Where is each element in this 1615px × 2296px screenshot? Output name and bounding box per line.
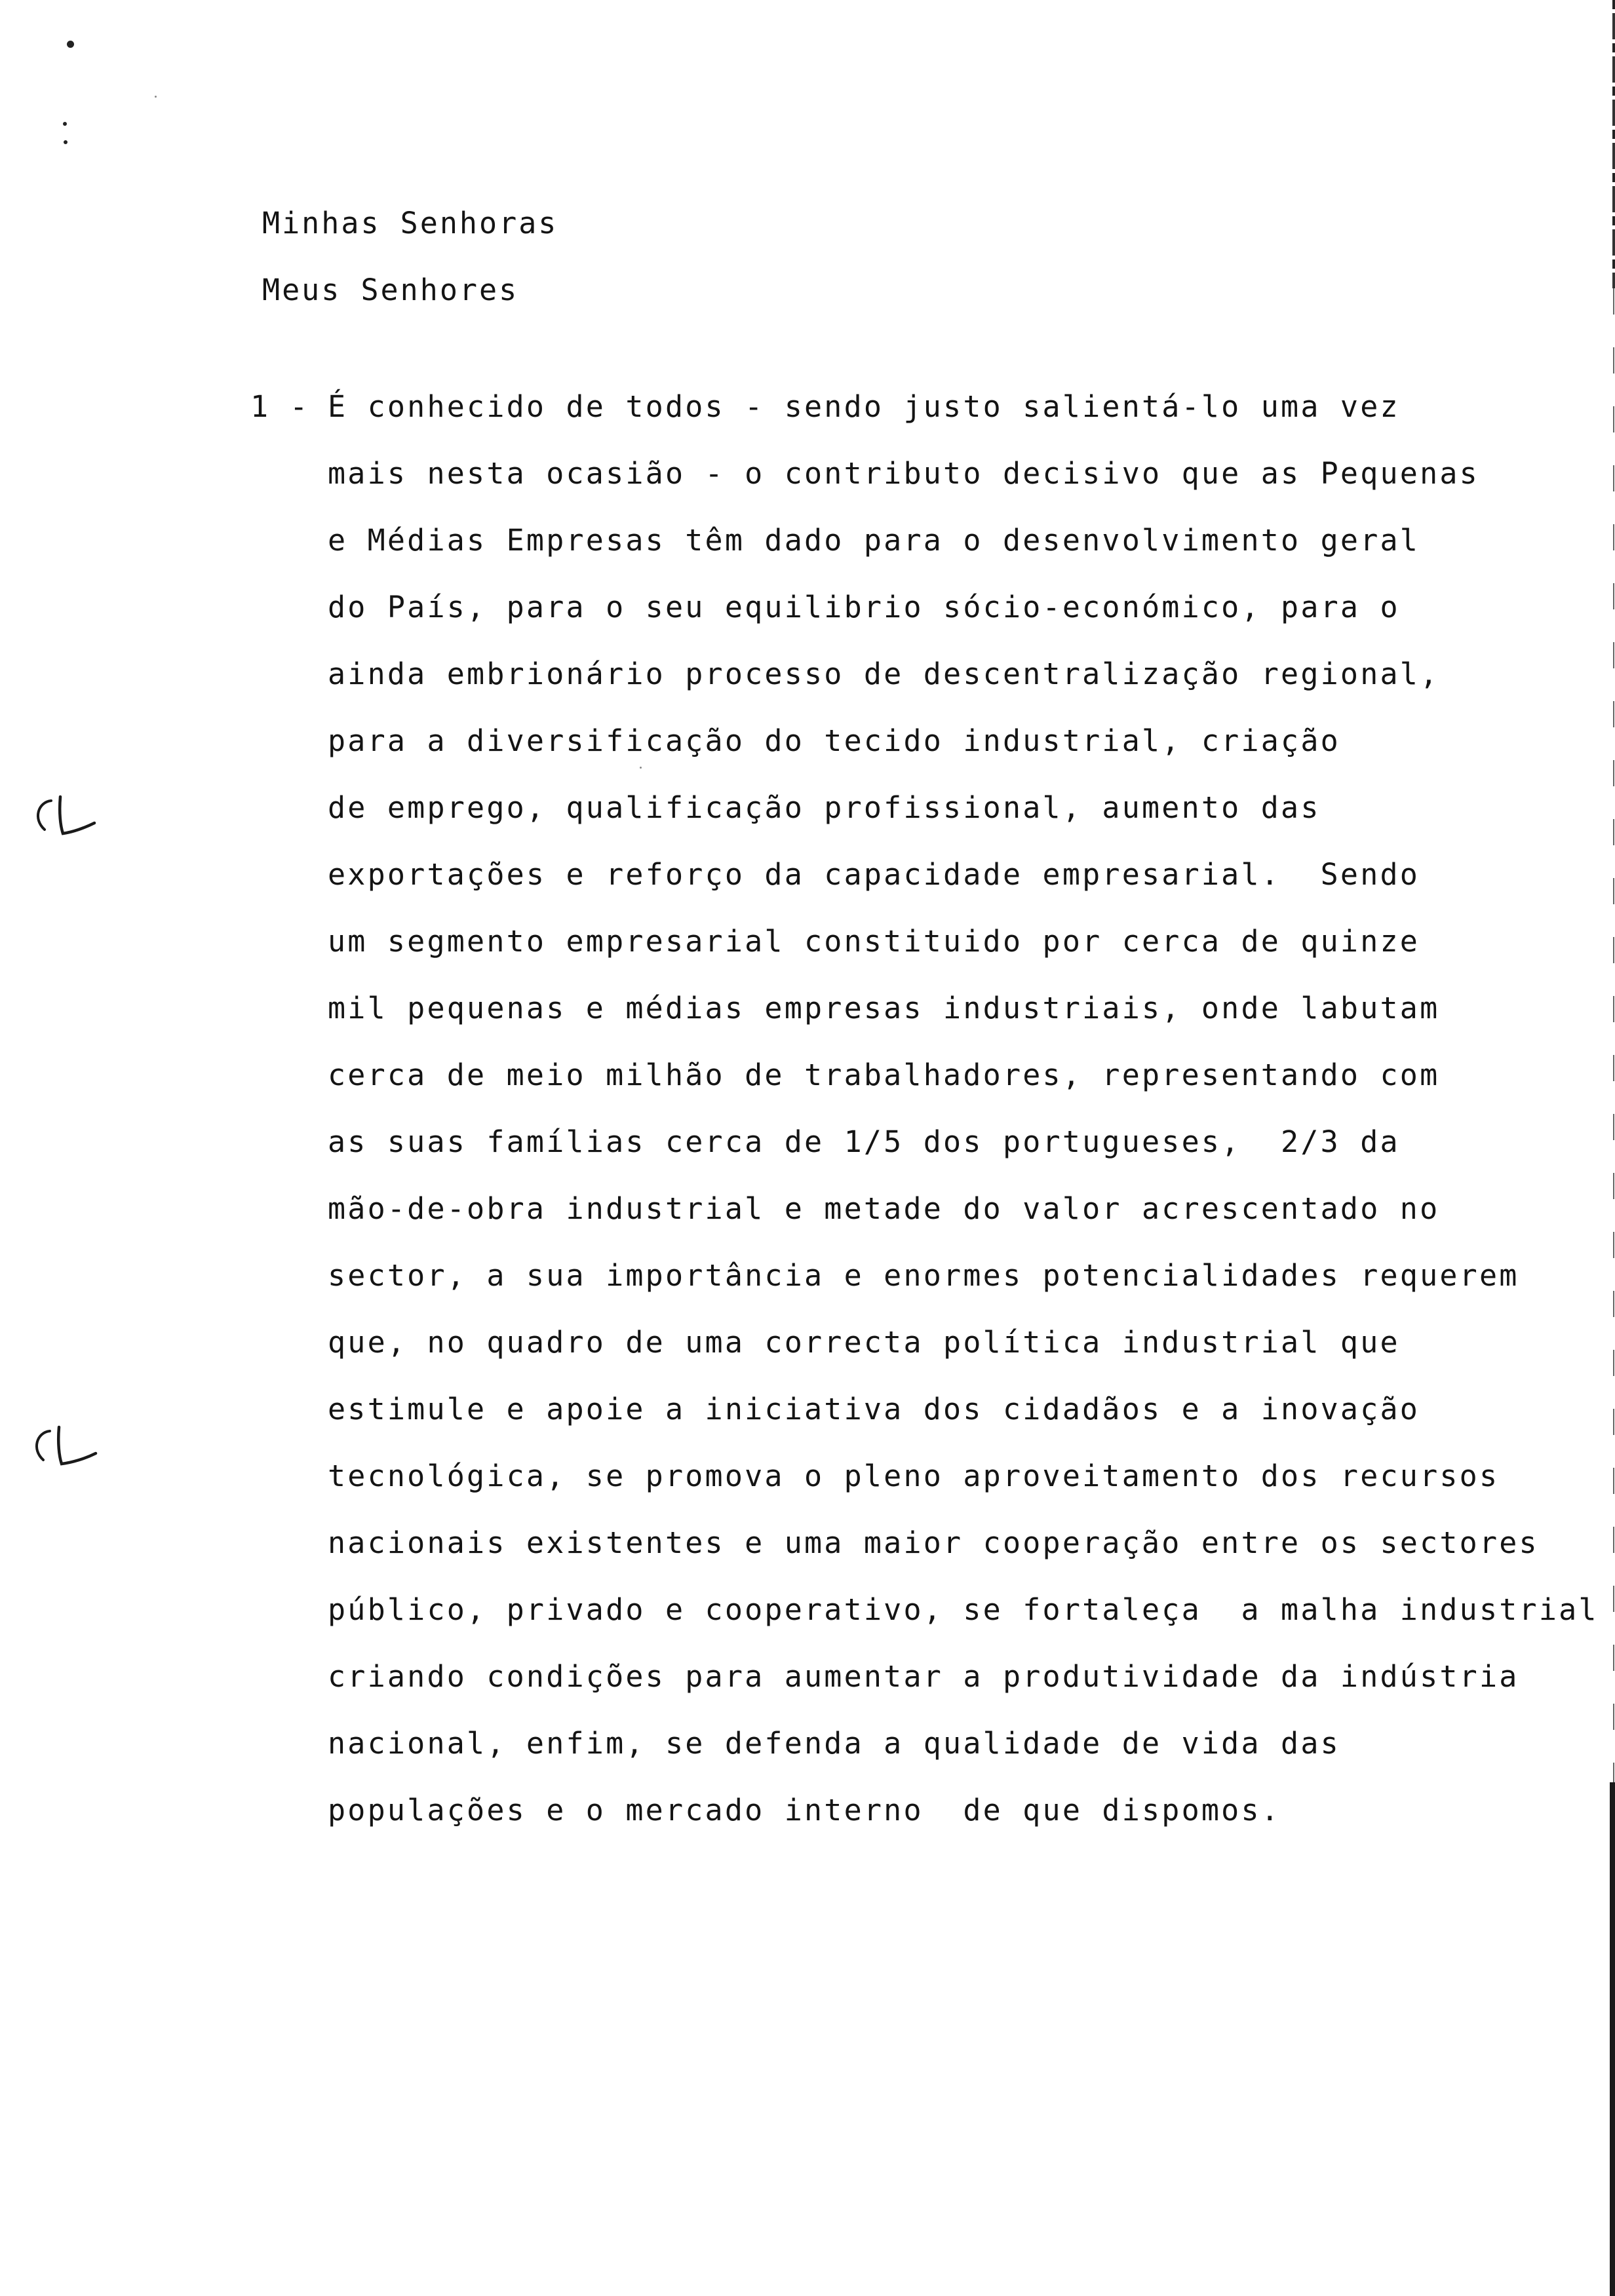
scan-speck	[64, 140, 68, 144]
paragraph-line: populações e o mercado interno de que dispomos.	[328, 1793, 1281, 1827]
paragraph-line: nacional, enfim, se defenda a qualidade de vida das	[328, 1726, 1340, 1761]
paragraph-line: sector, a sua importância e enormes potencialidades requerem	[328, 1258, 1519, 1293]
scan-edge	[1612, 0, 1615, 2296]
paragraph-line: estimule e apoie a iniciativa dos cidadãos e a inovação	[328, 1392, 1420, 1426]
paragraph-line: um segmento empresarial constituido por cerca de quinze	[328, 924, 1420, 959]
scan-speck	[63, 122, 67, 126]
paragraph-line: que, no quadro de uma correcta política industrial que	[328, 1325, 1400, 1360]
paragraph-line: as suas famílias cerca de 1/5 dos portugueses, 2/3 da	[328, 1124, 1400, 1159]
paragraph-line: cerca de meio milhão de trabalhadores, representando com	[328, 1058, 1440, 1092]
paragraph-line: de emprego, qualificação profissional, aumento das	[328, 790, 1321, 825]
scan-edge-bottom	[1610, 1782, 1615, 2296]
handwritten-initials-icon	[26, 1422, 98, 1474]
paragraph-line: e Médias Empresas têm dado para o desenvolvimento geral	[328, 523, 1420, 558]
paragraph-line: exportações e reforço da capacidade empresarial. Sendo	[328, 857, 1420, 892]
paragraph-line: nacionais existentes e uma maior cooperação entre os sectores	[328, 1525, 1539, 1560]
paragraph-line: criando condições para aumentar a produtividade da indústria	[328, 1659, 1519, 1694]
paragraph-line: tecnológica, se promova o pleno aproveitamento dos recursos	[328, 1459, 1500, 1493]
scan-edge-top	[1612, 0, 1615, 288]
paragraph-line: É conhecido de todos - sendo justo salientá-lo uma vez	[328, 389, 1400, 424]
scan-speck	[67, 41, 74, 48]
paragraph-line: mão-de-obra industrial e metade do valor acrescentado no	[328, 1191, 1440, 1226]
paragraph-body	[328, 389, 1599, 1861]
salutation-line-1: Minhas Senhoras	[262, 206, 558, 240]
salutation-line-2: Meus Senhores	[262, 273, 519, 307]
paragraph-line: mais nesta ocasião - o contributo decisivo que as Pequenas	[328, 456, 1479, 491]
scan-edge-middle	[1613, 288, 1614, 1782]
paragraph-line: do País, para o seu equilibrio sócio-económico, para o	[328, 590, 1400, 624]
paragraph-line: para a diversificação do tecido industrial, criação	[328, 723, 1340, 758]
scan-speck	[155, 96, 157, 98]
scan-speck	[640, 767, 642, 769]
handwritten-initials-icon	[26, 793, 98, 845]
paragraph-line: ainda embrionário processo de descentralização regional,	[328, 657, 1440, 691]
paragraph-number: 1 -	[250, 389, 310, 424]
paragraph-line: mil pequenas e médias empresas industriais, onde labutam	[328, 991, 1440, 1025]
paragraph-line: público, privado e cooperativo, se fortaleça a malha industrial	[328, 1592, 1599, 1627]
